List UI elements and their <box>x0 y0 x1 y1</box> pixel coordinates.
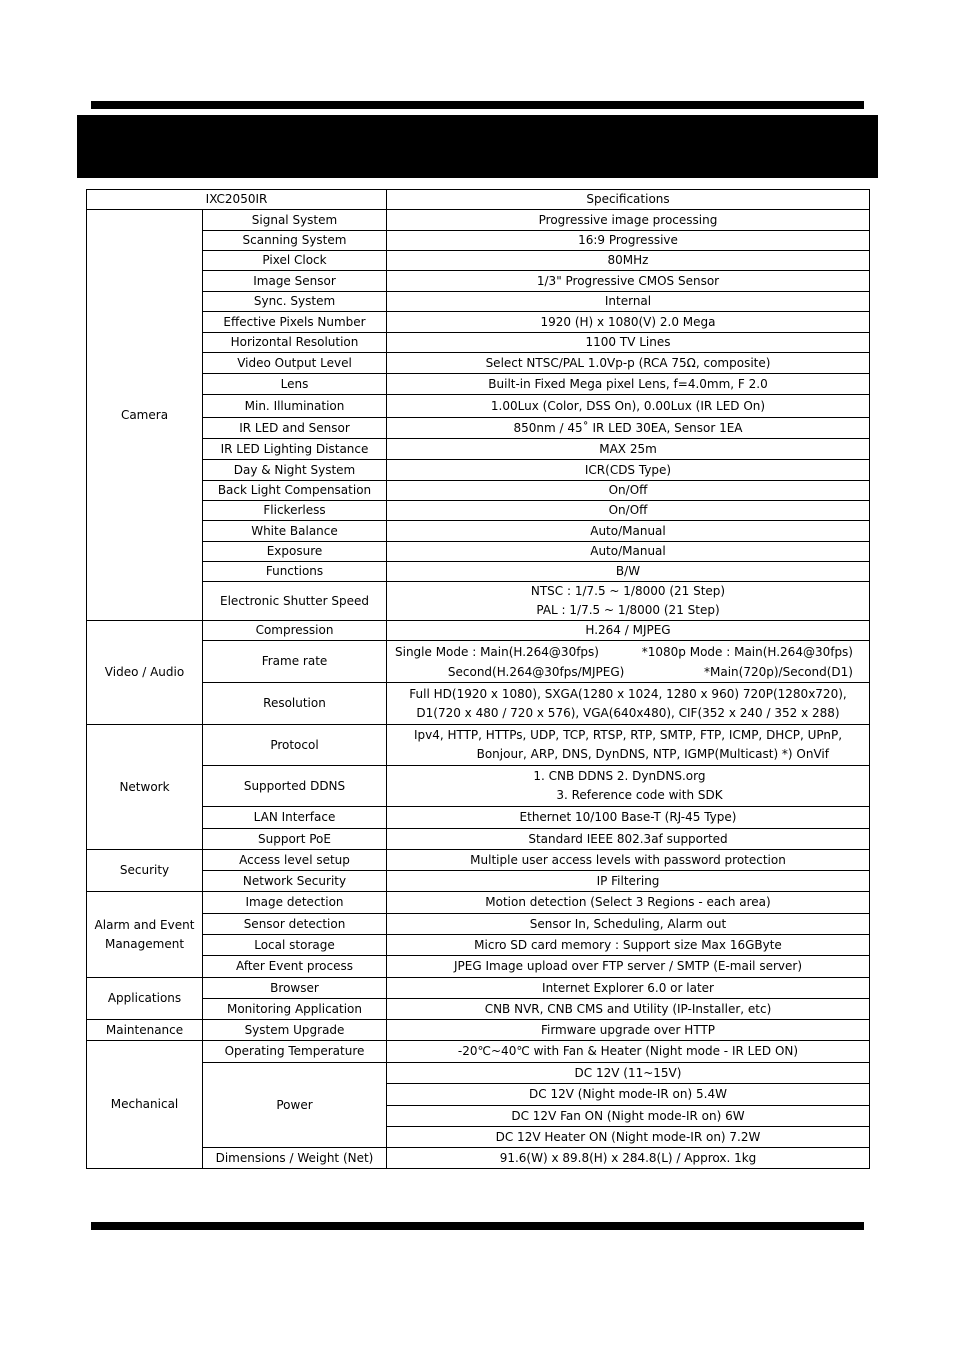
table-row <box>87 582 870 621</box>
item-cell: Monitoring Application <box>203 999 387 1020</box>
value-line: NTSC : 1/7.5 ~ 1/8000 (21 Step) <box>530 584 726 598</box>
item-cell: Operating Temperature <box>203 1041 387 1063</box>
table-row <box>87 683 870 725</box>
table-row <box>87 641 870 683</box>
top-rule <box>91 101 864 109</box>
category-cell <box>87 892 203 978</box>
item-cell: Support PoE <box>203 829 387 850</box>
table-row <box>87 521 870 542</box>
value-cell: DC 12V (11~15V) <box>387 1063 870 1084</box>
value-cell: B/W <box>387 562 870 582</box>
spec-table <box>86 189 870 1169</box>
category-cell: Maintenance <box>87 1020 203 1041</box>
table-row <box>87 999 870 1020</box>
table-row <box>87 333 870 353</box>
value-cell <box>387 683 870 725</box>
value-cell: Auto/Manual <box>387 521 870 542</box>
item-cell: Dimensions / Weight (Net) <box>203 1148 387 1169</box>
table-row <box>87 871 870 892</box>
item-cell: Horizontal Resolution <box>203 333 387 353</box>
table-row <box>87 621 870 641</box>
table-row <box>87 914 870 935</box>
table-row <box>87 418 870 439</box>
value-line: Bonjour, ARP, DNS, DynDNS, NTP, IGMP(Multicast) *) OnVif <box>476 747 829 761</box>
value-line: 1. CNB DDNS 2. DynDNS.org <box>533 769 706 783</box>
value-cell: Ethernet 10/100 Base-T (RJ-45 Type) <box>387 807 870 829</box>
frame-rate-second: Second(H.264@30fps/MJPEG) <box>447 664 625 679</box>
frame-rate-single: Single Mode : Main(H.264@30fps) <box>395 644 599 659</box>
category-cell: Network <box>87 725 203 850</box>
category-cell: Camera <box>87 210 203 621</box>
value-cell: 16:9 Progressive <box>387 231 870 251</box>
item-cell: Supported DDNS <box>203 766 387 807</box>
item-cell: IR LED Lighting Distance <box>203 439 387 460</box>
table-row <box>87 460 870 481</box>
value-cell: Standard IEEE 802.3af supported <box>387 829 870 850</box>
category-line: Alarm and Event <box>94 917 195 932</box>
value-line: D1(720 x 480 / 720 x 576), VGA(640x480), CIF(352 x 240 / 352 x 288) <box>416 705 840 720</box>
value-line: 3. Reference code with SDK <box>556 788 723 802</box>
table-row <box>87 251 870 271</box>
item-cell: Flickerless <box>203 501 387 521</box>
table-row <box>87 725 870 766</box>
item-cell: Video Output Level <box>203 353 387 374</box>
frame-rate-720p: *Main(720p)/Second(D1) <box>704 664 853 679</box>
item-cell: Sensor detection <box>203 914 387 935</box>
table-row <box>87 353 870 374</box>
table-row <box>87 439 870 460</box>
value-cell <box>387 725 870 766</box>
value-cell: ICR(CDS Type) <box>387 460 870 481</box>
table-row <box>87 292 870 312</box>
spec-header: Specifications <box>387 190 870 210</box>
table-row <box>87 312 870 333</box>
item-cell: Sync. System <box>203 292 387 312</box>
table-row <box>87 1020 870 1041</box>
value-cell: Auto/Manual <box>387 542 870 562</box>
table-row <box>87 766 870 807</box>
table-row <box>87 1148 870 1169</box>
value-cell <box>387 641 870 683</box>
item-cell: Access level setup <box>203 850 387 871</box>
table-row <box>87 271 870 292</box>
table-row <box>87 978 870 999</box>
table-row <box>87 935 870 956</box>
value-cell: 1/3" Progressive CMOS Sensor <box>387 271 870 292</box>
value-cell: 850nm / 45˚ IR LED 30EA, Sensor 1EA <box>387 418 870 439</box>
value-line: Full HD(1920 x 1080), SXGA(1280 x 1024, 1280 x 960) 720P(1280x720), <box>409 686 847 701</box>
frame-rate-1080p: *1080p Mode : Main(H.264@30fps) <box>641 644 853 659</box>
item-cell: Power <box>203 1063 387 1148</box>
value-cell: Multiple user access levels with password protection <box>387 850 870 871</box>
table-header-row <box>87 190 870 210</box>
value-cell: Sensor In, Scheduling, Alarm out <box>387 914 870 935</box>
value-cell: IP Filtering <box>387 871 870 892</box>
category-cell: Video / Audio <box>87 621 203 725</box>
value-cell: DC 12V Heater ON (Night mode-IR on) 7.2W <box>387 1127 870 1148</box>
item-cell: IR LED and Sensor <box>203 418 387 439</box>
value-cell: Micro SD card memory : Support size Max 16GByte <box>387 935 870 956</box>
title-bar <box>77 115 878 178</box>
item-cell: Resolution <box>203 683 387 725</box>
item-cell: Pixel Clock <box>203 251 387 271</box>
table-row <box>87 210 870 231</box>
item-cell: LAN Interface <box>203 807 387 829</box>
value-cell: Internal <box>387 292 870 312</box>
value-cell: Built-in Fixed Mega pixel Lens, f=4.0mm, F 2.0 <box>387 374 870 395</box>
table-row <box>87 562 870 582</box>
table-row <box>87 1041 870 1063</box>
item-cell: Frame rate <box>203 641 387 683</box>
item-cell: System Upgrade <box>203 1020 387 1041</box>
value-line: PAL : 1/7.5 ~ 1/8000 (21 Step) <box>536 603 720 617</box>
table-row <box>87 956 870 978</box>
value-cell: Motion detection (Select 3 Regions - each area) <box>387 892 870 914</box>
category-line: Management <box>104 936 185 951</box>
value-cell: 91.6(W) x 89.8(H) x 284.8(L) / Approx. 1kg <box>387 1148 870 1169</box>
model-header: IXC2050IR <box>87 190 387 210</box>
value-cell: 1920 (H) x 1080(V) 2.0 Mega <box>387 312 870 333</box>
value-cell: Progressive image processing <box>387 210 870 231</box>
category-cell: Mechanical <box>87 1041 203 1169</box>
value-cell: 1100 TV Lines <box>387 333 870 353</box>
value-cell: 80MHz <box>387 251 870 271</box>
value-cell <box>387 766 870 807</box>
item-cell: Image Sensor <box>203 271 387 292</box>
value-cell: Select NTSC/PAL 1.0Vp-p (RCA 75Ω, composite) <box>387 353 870 374</box>
value-cell: On/Off <box>387 501 870 521</box>
item-cell: Effective Pixels Number <box>203 312 387 333</box>
table-row <box>87 481 870 501</box>
table-row <box>87 542 870 562</box>
value-line: Ipv4, HTTP, HTTPs, UDP, TCP, RTSP, RTP, SMTP, FTP, ICMP, DHCP, UPnP, <box>413 728 843 742</box>
value-cell: DC 12V (Night mode-IR on) 5.4W <box>387 1084 870 1106</box>
item-cell: Min. Illumination <box>203 395 387 418</box>
item-cell: White Balance <box>203 521 387 542</box>
table-row <box>87 231 870 251</box>
table-row <box>87 1063 870 1084</box>
value-cell <box>387 582 870 621</box>
item-cell: Browser <box>203 978 387 999</box>
value-cell: 1.00Lux (Color, DSS On), 0.00Lux (IR LED On) <box>387 395 870 418</box>
table-row <box>87 395 870 418</box>
item-cell: Network Security <box>203 871 387 892</box>
table-row <box>87 892 870 914</box>
bottom-rule <box>91 1222 864 1230</box>
item-cell: Compression <box>203 621 387 641</box>
item-cell: Scanning System <box>203 231 387 251</box>
value-cell: On/Off <box>387 481 870 501</box>
value-cell: H.264 / MJPEG <box>387 621 870 641</box>
table-row <box>87 501 870 521</box>
value-cell: DC 12V Fan ON (Night mode-IR on) 6W <box>387 1106 870 1127</box>
value-cell: Internet Explorer 6.0 or later <box>387 978 870 999</box>
table-row <box>87 807 870 829</box>
category-cell: Security <box>87 850 203 892</box>
item-cell: Day & Night System <box>203 460 387 481</box>
table-row <box>87 374 870 395</box>
item-cell: Image detection <box>203 892 387 914</box>
item-cell: Functions <box>203 562 387 582</box>
value-cell: CNB NVR, CNB CMS and Utility (IP-Installer, etc) <box>387 999 870 1020</box>
value-cell: Firmware upgrade over HTTP <box>387 1020 870 1041</box>
item-cell: After Event process <box>203 956 387 978</box>
value-cell: -20℃~40℃ with Fan & Heater (Night mode - IR LED ON) <box>387 1041 870 1063</box>
table-row <box>87 850 870 871</box>
item-cell: Lens <box>203 374 387 395</box>
table-row <box>87 829 870 850</box>
item-cell: Electronic Shutter Speed <box>203 582 387 621</box>
item-cell: Exposure <box>203 542 387 562</box>
item-cell: Protocol <box>203 725 387 766</box>
category-cell: Applications <box>87 978 203 1020</box>
item-cell: Local storage <box>203 935 387 956</box>
item-cell: Signal System <box>203 210 387 231</box>
value-cell: JPEG Image upload over FTP server / SMTP (E-mail server) <box>387 956 870 978</box>
item-cell: Back Light Compensation <box>203 481 387 501</box>
value-cell: MAX 25m <box>387 439 870 460</box>
